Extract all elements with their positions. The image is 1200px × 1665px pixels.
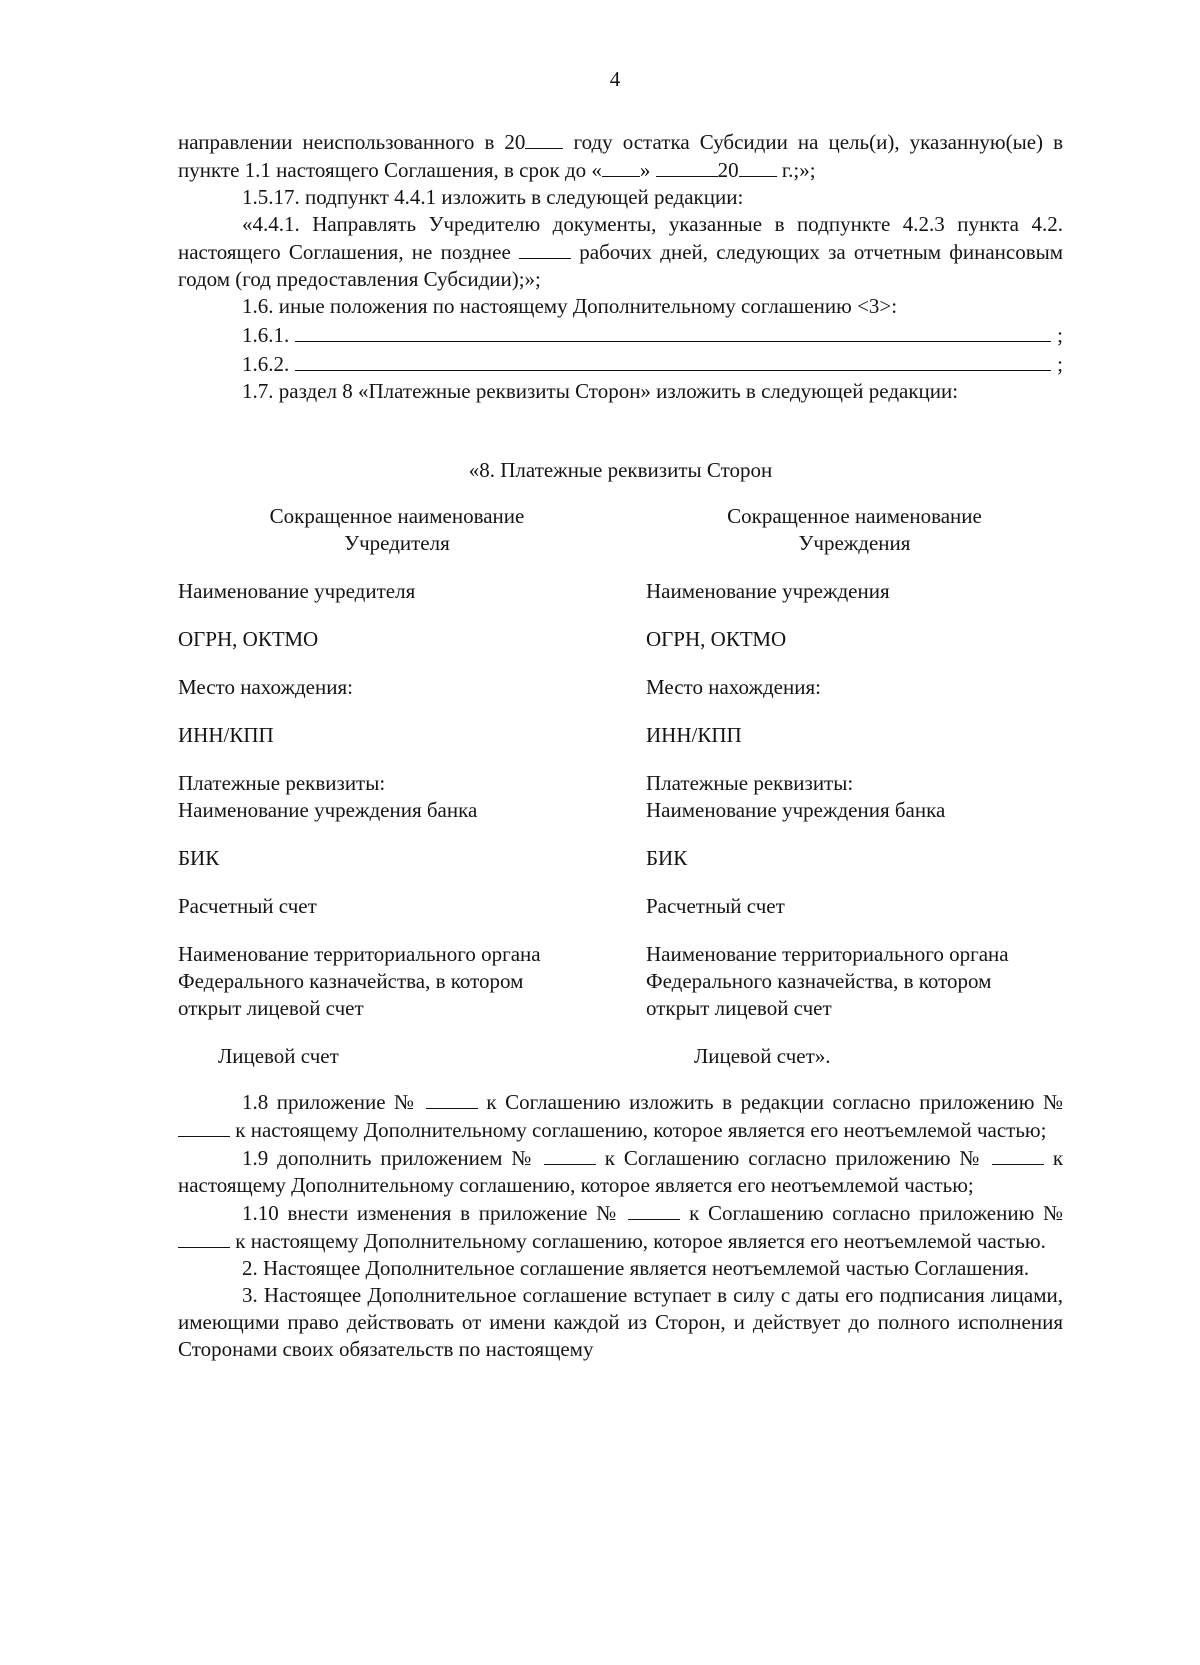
fill-line-1-6-1 (295, 320, 1051, 342)
blank-annex-1-10b (178, 1227, 230, 1248)
blank-month (656, 156, 718, 177)
requisites-row-payment (178, 770, 1063, 824)
founder-inn: ИНН/КПП (178, 723, 274, 747)
founder-heading: Сокращенное наименование Учредителя (269, 504, 525, 555)
founder-bik: БИК (178, 846, 220, 870)
blank-days (519, 238, 571, 259)
blank-annex-1-10 (628, 1199, 680, 1220)
founder-name: Наименование учредителя (178, 579, 416, 603)
requisites-table (178, 503, 1063, 1070)
blank-year-2 (739, 156, 777, 177)
paragraph-1-6-2: 1.6.2. ; (178, 349, 1063, 378)
requisites-row-location (178, 674, 1063, 701)
blank-day (602, 156, 640, 177)
founder-payment: Платежные реквизиты: Наименование учреждения банка (178, 771, 478, 822)
paragraph-1-6-1: 1.6.1. ; (178, 320, 1063, 349)
requisites-row-account (178, 893, 1063, 920)
paragraph-1-9: 1.9 дополнить приложением № к Соглашению согласно приложению № к настоящему Дополнительному соглашению, которое является его неотъемлемой частью; (178, 1146, 1064, 1197)
paragraph-1-5-17: 1.5.17. подпункт 4.4.1 изложить в следующей редакции: (242, 185, 744, 209)
requisites-row-bik (178, 845, 1063, 872)
founder-treasury: Наименование территориального органа Федерального казначейства, в котором открыт лицевой счет (178, 942, 541, 1020)
requisites-row-ogrn (178, 626, 1063, 653)
institution-location: Место нахождения: (646, 675, 821, 699)
blank-annex-1-8 (426, 1088, 478, 1109)
blank-year (525, 128, 563, 149)
requisites-row-inn (178, 722, 1063, 749)
fill-line-1-6-2 (295, 349, 1051, 371)
institution-account: Расчетный счет (646, 894, 785, 918)
institution-heading: Сокращенное наименование Учреждения (727, 504, 982, 555)
institution-bik: БИК (646, 846, 688, 870)
institution-treasury: Наименование территориального органа Федерального казначейства, в котором открыт лицевой счет (646, 942, 1009, 1020)
section-title: «8. Платежные реквизиты Сторон (468, 458, 773, 482)
institution-payment: Платежные реквизиты: Наименование учреждения банка (646, 771, 946, 822)
institution-name: Наименование учреждения (646, 579, 890, 603)
blank-annex-1-9b (992, 1144, 1044, 1165)
paragraph-1-6: 1.6. иные положения по настоящему Дополнительному соглашению <3>: (242, 294, 898, 318)
requisites-row-name (178, 578, 1063, 605)
paragraph-1-8: 1.8 приложение № к Соглашению изложить в редакции согласно приложению № к настоящему Дополнительному соглашению, которое является его неотъемлемой частью; (178, 1088, 1063, 1144)
institution-ogrn: ОГРН, ОКТМО (646, 627, 787, 651)
founder-location: Место нахождения: (178, 675, 353, 699)
paragraph-continued (178, 128, 1063, 405)
paragraph-3: 3. Настоящее Дополнительное соглашение вступает в силу с даты его подписания лицами, имеющими право действовать от имени каждой из Сторон, и действует до полного исполнения Сторонами своих обязательств по настоящему (178, 1283, 1063, 1361)
blank-annex-1-8b (178, 1116, 230, 1137)
paragraph-1-7: 1.7. раздел 8 «Платежные реквизиты Сторон» изложить в следующей редакции: (242, 379, 959, 403)
paragraph-2: 2. Настоящее Дополнительное соглашение является неотъемлемой частью Соглашения. (242, 1256, 1030, 1280)
founder-ogrn: ОГРН, ОКТМО (178, 627, 319, 651)
institution-inn: ИНН/КПП (646, 723, 742, 747)
paragraph-unused-balance: направлении неиспользованного в 20 году остатка Субсидии на цель(и), указанную(ые) в пункте 1.1 настоящего Соглашения, в срок до « » 20 г.;»; (178, 130, 1064, 182)
paragraph-4-4-1: «4.4.1. Направлять Учредителю документы, указанные в подпункте 4.2.3 пункта 4.2. настоящего Соглашения, не позднее рабочих дней, следующих за отчетным финансовым годом (год предоставления Субсидии);»; (178, 212, 1064, 291)
founder-account: Расчетный счет (178, 894, 317, 918)
blank-annex-1-9 (544, 1144, 596, 1165)
requisites-row-treasury (178, 941, 1063, 1022)
requisites-headings (178, 503, 1063, 557)
paragraph-1-10: 1.10 внести изменения в приложение № к Соглашению согласно приложению № к настоящему Дополнительному соглашению, которое является его неотъемлемой частью. (178, 1199, 1063, 1255)
requisites-row-personal (178, 1043, 1063, 1070)
closing-paragraphs (178, 1088, 1063, 1363)
founder-personal-account: Лицевой счет (218, 1044, 339, 1068)
institution-personal-account: Лицевой счет». (694, 1044, 831, 1068)
page-number: 4 (609, 67, 621, 91)
